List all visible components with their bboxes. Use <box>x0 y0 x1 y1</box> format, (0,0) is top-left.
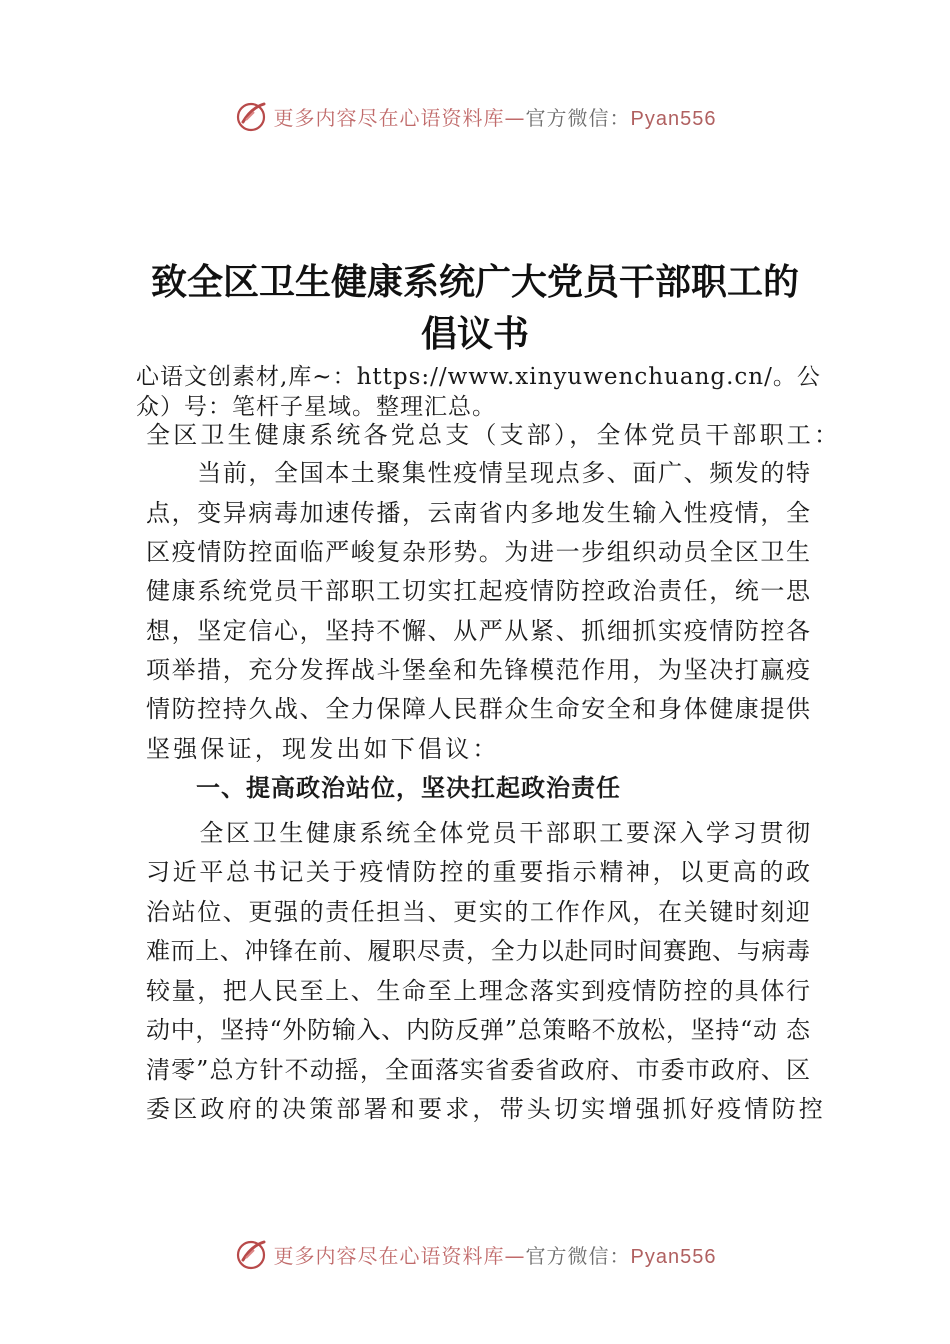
para1-line: 坚强保证，现发出如下倡议： <box>146 735 500 763</box>
brush-logo-icon <box>234 98 270 134</box>
banner-wechat-label: 官方微信： <box>525 1243 631 1268</box>
banner-wechat-label: 官方微信： <box>525 105 631 130</box>
salutation: 全区卫生健康系统各党总支（支部），全体党员干部职工： <box>146 421 842 449</box>
para1-line: 区疫情防控面临严峻复杂形势。为进一步组织动员全区卫生 <box>146 538 810 566</box>
para2-line: 难而上、冲锋在前、履职尽责，全力以赴同时间赛跑、与病毒 <box>146 937 810 965</box>
brush-logo-icon <box>234 1236 270 1272</box>
para2-line: 习近平总书记关于疫情防控的重要指示精神，以更高的政 <box>146 858 810 886</box>
banner-text <box>274 102 717 131</box>
para1-line: 想，坚定信心，坚持不懈、从严从紧、抓细抓实疫情防控各 <box>146 617 810 645</box>
para2-line: 全区卫生健康系统全体党员干部职工要深入学习贯彻 <box>146 819 810 847</box>
banner-main: 更多内容尽在心语资料库 <box>273 105 505 130</box>
banner-wechat-id: Pyan556 <box>630 1245 717 1268</box>
banner-dash: — <box>504 105 526 130</box>
section1-heading: 一、提高政治站位，坚决扛起政治责任 <box>196 774 621 802</box>
para1-line: 当前，全国本土聚集性疫情呈现点多、面广、频发的特 <box>146 459 810 487</box>
para2-line: 委区政府的决策部署和要求，带头切实增强抓好疫情防控 <box>146 1095 826 1123</box>
document-title-line1: 致全区卫生健康系统广大党员干部职工的 <box>150 262 799 303</box>
document-title-line2: 倡议书 <box>420 314 529 355</box>
footer-banner <box>0 1232 950 1276</box>
banner-wechat-id: Pyan556 <box>630 107 717 130</box>
banner-text <box>274 1240 717 1269</box>
para1-line: 点，变异病毒加速传播，云南省内多地发生输入性疫情，全 <box>146 499 810 527</box>
header-banner <box>0 94 950 138</box>
para2-line: 动中，坚持“外防输入、内防反弹”总策略不放松，坚持“动 态 <box>146 1016 810 1044</box>
para2-line: 清零”总方针不动摇，全面落实省委省政府、市委市政府、区 <box>146 1056 810 1084</box>
para1-line: 项举措，充分发挥战斗堡垒和先锋模范作用，为坚决打赢疫 <box>146 656 810 684</box>
para2-line: 较量，把人民至上、生命至上理念落实到疫情防控的具体行 <box>146 977 810 1005</box>
banner-main: 更多内容尽在心语资料库 <box>273 1243 505 1268</box>
para1-line: 健康系统党员干部职工切实扛起疫情防控政治责任，统一思 <box>146 577 810 605</box>
para1-line: 情防控持久战、全力保障人民群众生命安全和身体健康提供 <box>146 695 810 723</box>
source-note-line1: 心语文创素材,库~：https://www.xinyuwenchuang.cn/。公 <box>136 364 821 390</box>
para2-line: 治站位、更强的责任担当、更实的工作作风，在关键时刻迎 <box>146 898 810 926</box>
source-note-line2: 众）号：笔杆子星域。整理汇总。 <box>136 394 496 420</box>
banner-dash: — <box>504 1243 526 1268</box>
